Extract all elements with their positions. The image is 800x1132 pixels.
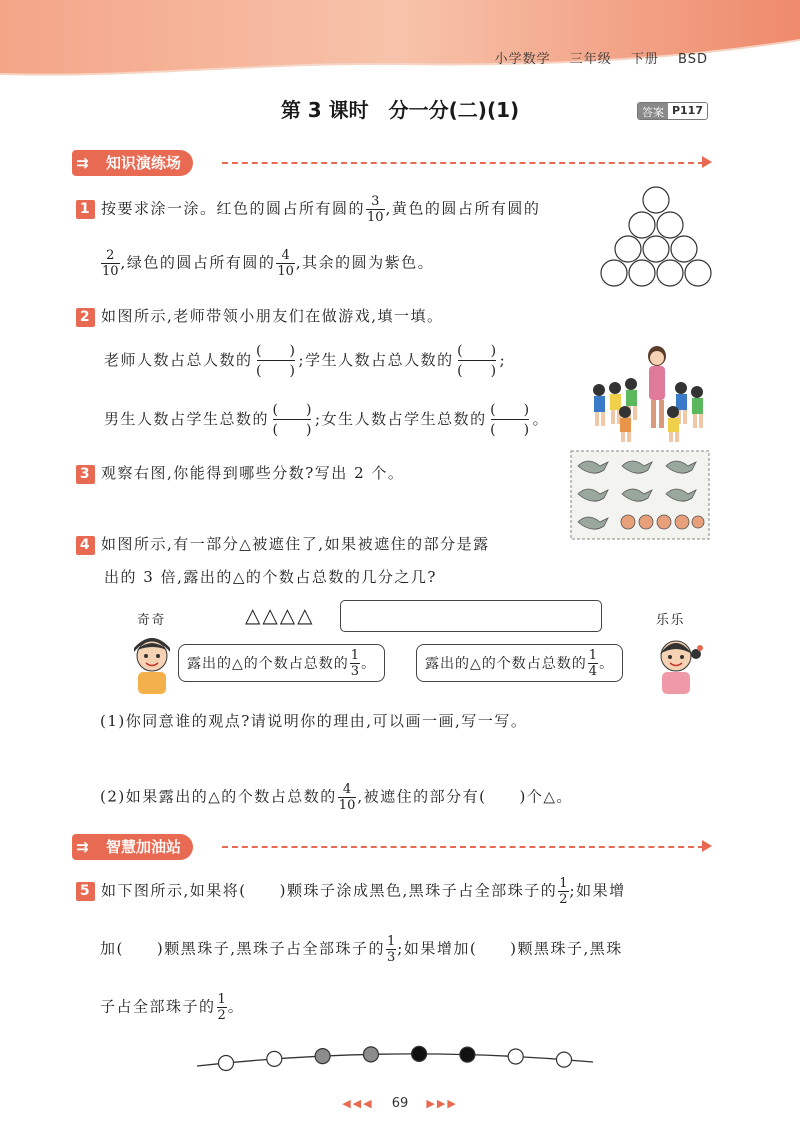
- flower-icon: [657, 515, 671, 529]
- kid-figure: [609, 382, 621, 424]
- circle-pyramid: [600, 186, 712, 288]
- frac-denominator: 10: [367, 210, 384, 225]
- q5-line3: [100, 992, 244, 1023]
- pyramid-circle: [643, 187, 669, 213]
- name-lele: 乐乐: [656, 613, 686, 628]
- q2-l1-a: 老师人数占总人数的: [104, 351, 253, 369]
- q3-number: 3: [76, 465, 95, 484]
- bead-string: [195, 1040, 595, 1080]
- pyramid-circle: [671, 236, 697, 262]
- name-qiqi: 奇奇: [137, 613, 167, 628]
- speech-lele-frac: [588, 648, 598, 679]
- frac-denominator: 4: [588, 663, 598, 679]
- q1-line1: [76, 194, 540, 225]
- q5-l2-a: 加( )颗黑珠子,黑珠子占全部珠子的: [100, 939, 385, 958]
- q2-l2-b: ;女生人数占学生总数的: [315, 410, 487, 428]
- section-title-practice: 知识演练场: [106, 154, 182, 172]
- kid-figure: [619, 406, 631, 442]
- q1-frac-yellow: [101, 248, 120, 279]
- q2-intro-text: 如图所示,老师带领小朋友们在做游戏,填一填。: [101, 307, 444, 325]
- frac-denominator: 3: [350, 663, 360, 679]
- frac-denominator: 10: [277, 264, 294, 279]
- q3-line: [76, 462, 404, 484]
- kid-figure: [667, 406, 679, 442]
- q5-l2-b: ;如果增加( )颗黑珠子,黑珠: [397, 939, 623, 958]
- pyramid-circle: [685, 260, 711, 286]
- bead-gray[interactable]: [315, 1049, 330, 1064]
- speech-qiqi: [178, 644, 385, 682]
- q4-sub1: (1)你同意谁的观点?请说明你的理由,可以画一画,写一写。: [100, 712, 528, 730]
- q2-number: 2: [76, 308, 95, 327]
- frac-numerator: 3: [366, 194, 385, 210]
- kid-figure: [675, 382, 687, 424]
- bead-white[interactable]: [508, 1049, 523, 1064]
- section-pill-practice: [72, 150, 193, 176]
- frac-numerator: 4: [276, 248, 295, 264]
- q5-line1: [76, 876, 626, 907]
- speech-lele: [416, 644, 623, 682]
- frac-numerator: 1: [588, 647, 598, 663]
- q2-l1-c: ;: [499, 351, 507, 369]
- pyramid-circle: [629, 212, 655, 238]
- q1-line2: [100, 248, 434, 279]
- flower-icon: [621, 515, 635, 529]
- answer-blank-fraction[interactable]: [487, 400, 533, 440]
- q2-l2-c: 。: [532, 410, 550, 428]
- q4-sub2: [100, 782, 573, 813]
- blank-top: ( ): [256, 343, 295, 359]
- frac-numerator: 1: [217, 992, 226, 1007]
- pyramid-circle: [615, 236, 641, 262]
- section-arrow-icon: [702, 156, 712, 168]
- speech-qiqi-text: 露出的△的个数占总数的: [187, 656, 349, 672]
- teacher-kids-illustration: [585, 340, 715, 445]
- kid-figure: [593, 384, 605, 426]
- bead-black[interactable]: [460, 1047, 475, 1062]
- girl-avatar: [650, 632, 704, 694]
- bead-thread: [197, 1054, 593, 1066]
- blank-top: ( ): [490, 402, 530, 418]
- q5-number: 5: [76, 882, 95, 901]
- speech-lele-text: 露出的△的个数占总数的: [425, 656, 587, 672]
- q1-frac-red: [366, 194, 385, 225]
- q2-line1: [104, 341, 506, 381]
- q2-l2-a: 男生人数占学生总数的: [104, 410, 270, 428]
- birds-flowers-illustration: [570, 450, 710, 540]
- frac-numerator: 2: [101, 248, 120, 264]
- q4-line2: 出的 3 倍,露出的△的个数占总数的几分之几?: [104, 568, 437, 586]
- frac-numerator: 1: [350, 647, 360, 663]
- q5-l1-frac: [558, 876, 568, 907]
- header-band: [0, 0, 800, 90]
- series-label: [481, 48, 708, 67]
- q2-line2: [104, 400, 549, 440]
- q1-number: 1: [76, 200, 95, 219]
- pyramid-circle: [657, 260, 683, 286]
- blank-bottom: ( ): [457, 363, 497, 379]
- q4-sub2-a: (2)如果露出的△的个数占总数的: [100, 787, 337, 806]
- page-number: 69: [391, 1096, 409, 1111]
- blank-bottom: ( ): [272, 422, 312, 438]
- bead-white[interactable]: [267, 1051, 282, 1066]
- section-logo-icon: ⇉: [76, 154, 89, 172]
- series-grade: 三年级: [569, 52, 612, 67]
- section-arrow-icon: [702, 840, 712, 852]
- q4-text-l1: 如图所示,有一部分△被遮住了,如果被遮住的部分是露: [101, 535, 490, 553]
- q4-number: 4: [76, 536, 95, 555]
- pyramid-circle: [629, 260, 655, 286]
- frac-numerator: 4: [338, 782, 357, 798]
- q3-text: 观察右图,你能得到哪些分数?写出 2 个。: [101, 464, 405, 482]
- section-pill-challenge: [72, 834, 193, 860]
- next-arrows-icon: ▶▶▶: [426, 1097, 458, 1110]
- flower-icon: [692, 516, 704, 528]
- section-dash-line: [222, 162, 704, 164]
- teacher-figure: [648, 346, 666, 428]
- section-banner-practice: [72, 150, 712, 180]
- pyramid-circle: [601, 260, 627, 286]
- pyramid-circle: [657, 212, 683, 238]
- frac-denominator: 2: [217, 1008, 226, 1023]
- section-banner-challenge: [72, 834, 712, 864]
- section-dash-line: [222, 846, 704, 848]
- q1-text-c: ,绿色的圆占所有圆的: [120, 253, 276, 272]
- lesson-title: 第 3 课时 分一分(二)(1): [280, 98, 520, 122]
- frac-numerator: 1: [386, 934, 396, 949]
- q4-line1: [76, 533, 490, 555]
- bead-white[interactable]: [219, 1056, 234, 1071]
- prev-arrows-icon: ◀◀◀: [342, 1097, 374, 1110]
- boy-avatar: [128, 632, 176, 694]
- q5-l3-frac: [217, 992, 227, 1023]
- answer-blank-fraction[interactable]: [454, 341, 500, 381]
- series-edition: BSD: [678, 52, 708, 67]
- q5-l2-frac: [386, 934, 396, 965]
- q5-l1-b: ;如果增: [569, 881, 626, 900]
- q5-l3-b: 。: [227, 997, 245, 1016]
- frac-denominator: 10: [102, 264, 119, 279]
- q4-sub2-frac: [338, 782, 357, 813]
- pyramid-circle: [643, 236, 669, 262]
- speech-period: 。: [599, 656, 615, 672]
- covered-box: [340, 600, 602, 632]
- kid-figure: [691, 386, 703, 428]
- bead-white[interactable]: [557, 1052, 572, 1067]
- frac-denominator: 2: [559, 892, 568, 907]
- series-subject: 小学数学: [494, 52, 551, 67]
- q1-text-b: ,黄色的圆占所有圆的: [385, 199, 541, 218]
- q5-l3-a: 子占全部珠子的: [100, 997, 216, 1016]
- speech-qiqi-frac: [350, 648, 360, 679]
- q4-sub2-b: ,被遮住的部分有( )个△。: [357, 787, 573, 806]
- frac-numerator: 1: [559, 876, 568, 891]
- q1-text-a: 按要求涂一涂。红色的圆占所有圆的: [101, 199, 366, 218]
- speech-period: 。: [361, 656, 377, 672]
- frac-denominator: 10: [338, 798, 356, 813]
- blank-bottom: ( ): [490, 422, 530, 438]
- blank-top: ( ): [457, 343, 497, 359]
- flower-icon: [639, 515, 653, 529]
- bead-black[interactable]: [412, 1046, 427, 1061]
- q5-l1-a: 如下图所示,如果将( )颗珠子涂成黑色,黑珠子占全部珠子的: [101, 881, 558, 900]
- answer-blank-fraction[interactable]: [253, 341, 299, 381]
- frac-denominator: 3: [386, 950, 396, 965]
- blank-bottom: ( ): [256, 363, 295, 379]
- blank-top: ( ): [272, 402, 312, 418]
- q5-line2: [100, 934, 623, 965]
- page-footer: [0, 1096, 800, 1111]
- answer-label: 答案: [638, 103, 668, 119]
- visible-triangles: △△△△: [245, 603, 315, 627]
- series-volume: 下册: [630, 52, 659, 67]
- answer-tag: [637, 102, 708, 120]
- q1-text-d: ,其余的圆为紫色。: [295, 253, 435, 272]
- q2-intro: [76, 305, 444, 327]
- bead-gray[interactable]: [363, 1047, 378, 1062]
- section-logo-icon: ⇉: [76, 838, 89, 856]
- q2-l1-b: ;学生人数占总人数的: [298, 351, 454, 369]
- section-title-challenge: 智慧加油站: [106, 838, 182, 856]
- answer-blank-fraction[interactable]: [269, 400, 315, 440]
- q1-frac-green: [276, 248, 295, 279]
- flower-icon: [675, 515, 689, 529]
- answer-page: P117: [668, 103, 707, 119]
